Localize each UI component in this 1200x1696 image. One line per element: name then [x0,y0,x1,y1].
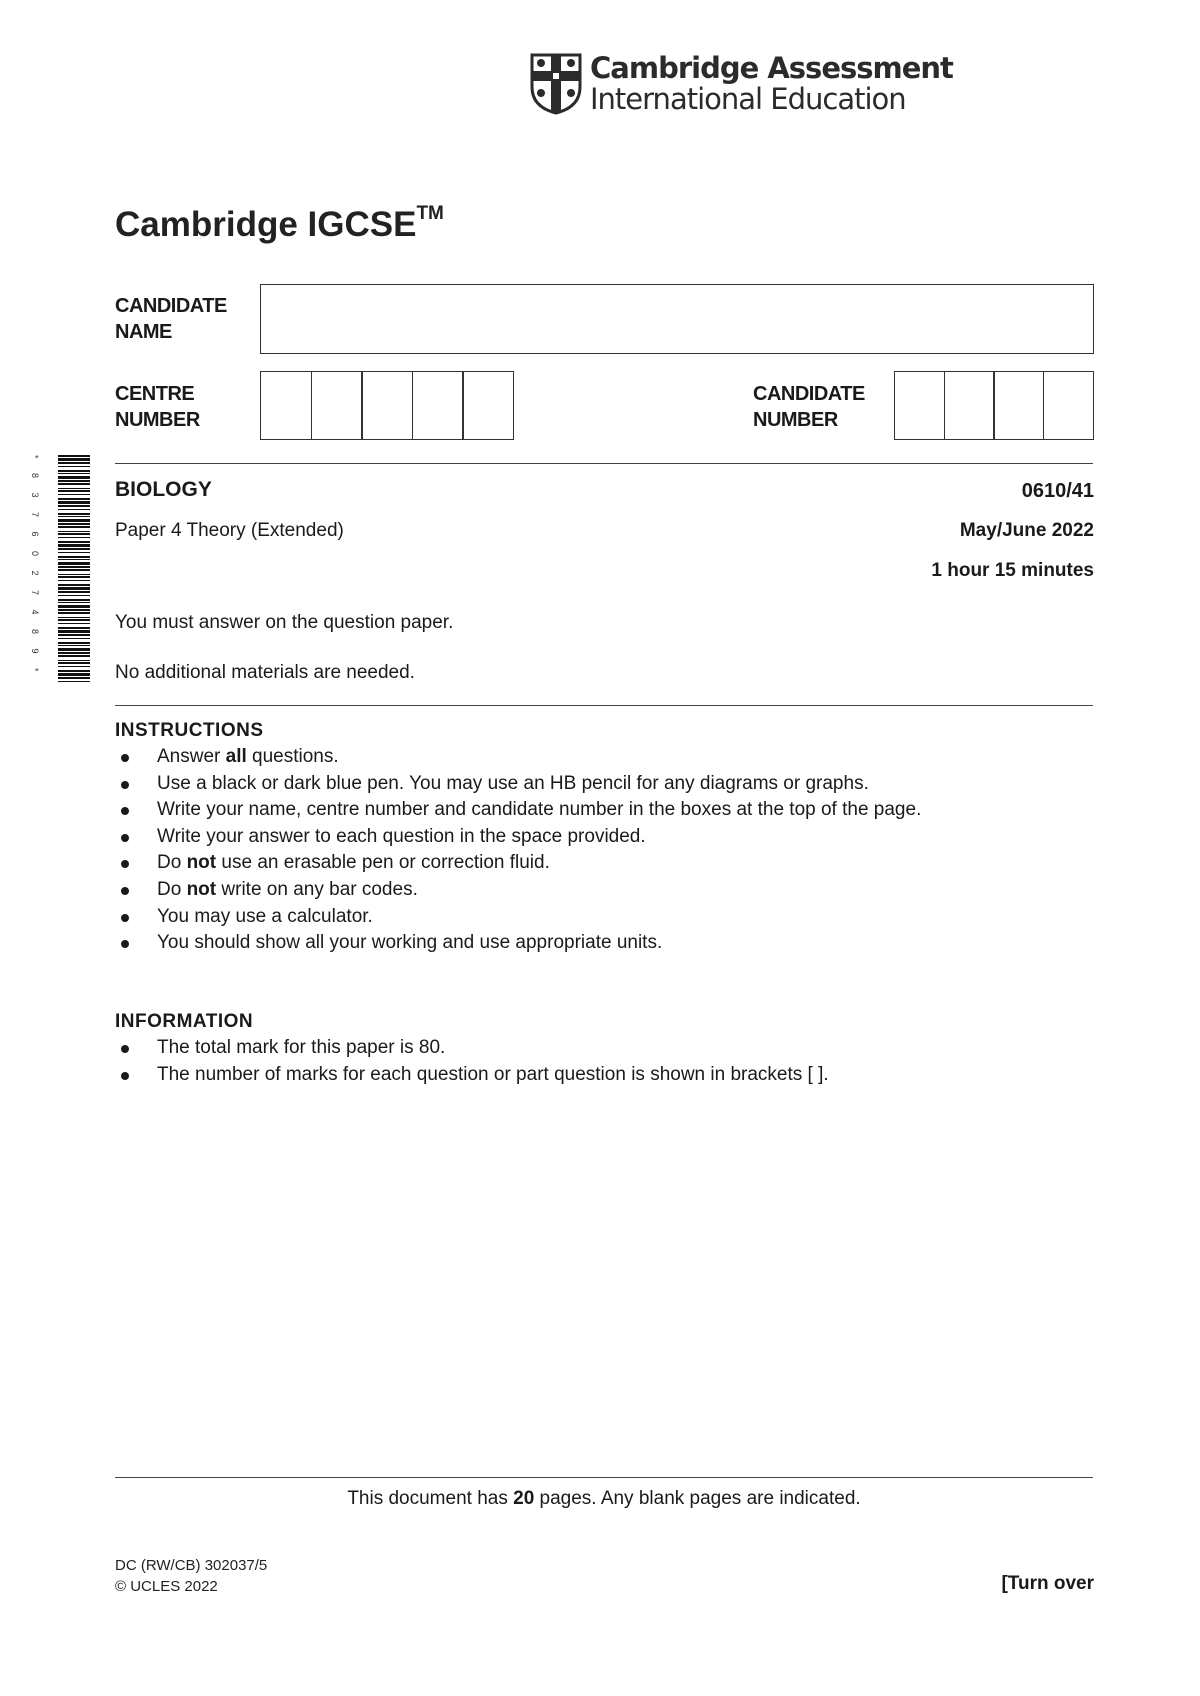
barcode-bar [58,544,90,547]
barcode-graphic [40,455,90,685]
divider [115,1477,1093,1478]
barcode-bar [58,670,90,672]
qualification-title [115,205,444,245]
information-item: The total mark for this paper is 80. [115,1035,1095,1062]
instruction-item [115,930,1095,957]
centre-number-cell[interactable] [361,371,413,440]
barcode-bar [58,533,90,535]
barcode-bar [58,602,90,603]
candidate-number-cell[interactable] [993,371,1044,440]
barcode-bar [58,662,90,664]
centre-number-cell[interactable] [412,371,464,440]
barcode-bar [58,681,90,682]
barcode-bar [58,638,90,639]
university-crest-icon [530,53,582,115]
copyright: © UCLES 2022 [115,1578,218,1595]
logo-line-2: International Education [590,82,906,116]
qualification-name: Cambridge IGCSE [115,205,417,244]
barcode-bar [58,483,90,485]
barcode-bar [58,562,90,565]
centre-number-boxes[interactable] [260,371,514,440]
barcode-bar [58,548,90,550]
barcode-bar [58,595,90,596]
barcode-bar [58,605,90,608]
centre-number-label-line1: CENTRE [115,383,195,405]
barcode-bar [58,642,90,644]
instruction-text: Write your answer to each question in the space provided. [157,825,646,847]
barcode-bar [58,501,90,504]
instruction-text: Use a black or dark blue pen. You may use an HB pencil for any diagrams or graphs. [157,772,869,794]
instruction-text: You should show all your working and use appropriate units. [157,932,663,954]
page-count-post: pages. Any blank pages are indicated. [534,1488,861,1509]
barcode-bar [58,612,90,614]
trademark-mark: TM [416,203,444,225]
page-count-pre: This document has [347,1488,514,1509]
barcode-bar [58,537,90,538]
instruction-item [115,797,1095,824]
barcode-bar [58,498,90,500]
barcode-bar [58,576,90,578]
barcode-bar [58,609,90,611]
barcode-bar [58,462,90,464]
instruction-item [115,824,1095,851]
divider [115,463,1093,464]
barcode-bar [58,519,90,522]
barcode-bar [58,617,90,618]
barcode-bar [58,473,90,474]
barcode-bar [58,627,90,629]
barcode-bar [58,494,90,495]
paper-title: Paper 4 Theory (Extended) [115,520,344,541]
instruction-item [115,877,1095,904]
materials-note: No additional materials are needed. [115,662,415,683]
barcode-bar [58,673,90,676]
instruction-item [115,904,1095,931]
candidate-number-label [753,381,865,433]
instructions-heading: INSTRUCTIONS [115,720,264,741]
instruction-item [115,771,1095,798]
instruction-text: write on any bar codes. [216,878,418,900]
subject-title: BIOLOGY [115,478,212,501]
centre-number-label [115,381,200,433]
turn-over: [Turn over [1001,1573,1094,1594]
barcode-bar [58,630,90,633]
barcode-bar [58,580,90,581]
candidate-number-cell[interactable] [894,371,945,440]
barcode-bar [58,541,90,543]
divider [115,705,1093,706]
candidate-number-boxes[interactable] [894,371,1094,440]
exam-session: May/June 2022 [959,520,1094,541]
barcode-bar [58,455,90,457]
barcode-bar [58,480,90,482]
barcode-bar [58,677,90,679]
barcode-bar [58,655,90,657]
barcode-bar [58,523,90,525]
information-heading: INFORMATION [115,1011,254,1032]
logo-line-1: Cambridge Assessment [590,51,953,85]
barcode-bar [58,526,90,528]
instruction-item [115,744,1095,771]
barcode-bar [58,466,90,467]
candidate-name-box[interactable] [260,284,1094,354]
candidate-number-label-line1: CANDIDATE [753,383,865,405]
barcode-bar [58,552,90,553]
barcode-bar [58,513,90,515]
barcode-bar [58,619,90,621]
barcode-bar [58,634,90,636]
candidate-number-cell[interactable] [944,371,995,440]
barcode-bar [58,458,90,461]
candidate-number-label-line2: NUMBER [753,409,838,431]
instruction-emphasis: not [186,852,217,874]
centre-number-cell[interactable] [462,371,514,440]
barcode-digits: * 8 3 7 6 0 2 7 4 8 9 * [30,455,40,678]
barcode-bar [58,488,90,489]
information-item: The number of marks for each question or part question is shown in brackets [ ]. [115,1062,1095,1089]
page-count-note [115,1488,1093,1510]
instruction-text: questions. [246,746,339,767]
barcode-bar [58,556,90,558]
information-list [115,1035,1095,1088]
candidate-name-label [115,293,227,345]
instruction-text: Write your name, centre number and candidate number in the boxes at the top of the page. [157,799,922,821]
cambridge-assessment-logo [530,52,953,116]
answer-note: You must answer on the question paper. [115,612,454,633]
instructions-list [115,744,1095,957]
instruction-text: Do [157,852,187,874]
barcode-bar [58,476,90,479]
centre-number-cell[interactable] [311,371,363,440]
barcode-bar [58,587,90,590]
instruction-text: Do [157,878,187,900]
barcode-bar [58,623,90,624]
barcode-bar [58,516,90,517]
instruction-text: You may use a calculator. [157,905,373,927]
barcode [40,455,90,685]
instruction-text: use an erasable pen or correction fluid. [216,852,550,874]
barcode-bar [58,470,90,472]
candidate-name-label-line2: NAME [115,321,172,343]
barcode-bar [58,645,90,646]
centre-number-cell[interactable] [260,371,312,440]
barcode-bar [58,648,90,651]
barcode-bar [58,584,90,586]
barcode-bar [58,559,90,560]
candidate-number-cell[interactable] [1043,371,1094,440]
barcode-bar [58,566,90,568]
centre-number-label-line2: NUMBER [115,409,200,431]
barcode-bar [58,660,90,661]
page-count-number: 20 [513,1488,535,1509]
barcode-bar [58,574,90,575]
barcode-bar [58,666,90,667]
barcode-bar [58,509,90,510]
barcode-bar [58,591,90,593]
barcode-bar [58,531,90,532]
barcode-bar [58,652,90,654]
instruction-text: Answer [157,746,226,767]
exam-duration: 1 hour 15 minutes [931,560,1094,581]
instruction-emphasis: all [225,746,247,767]
paper-code: 0610/41 [1021,480,1094,502]
barcode-bar [58,599,90,601]
barcode-bar [58,505,90,507]
instruction-item [115,850,1095,877]
barcode-bar [58,490,90,492]
barcode-bar [58,569,90,571]
document-reference: DC (RW/CB) 302037/5 [115,1557,268,1574]
candidate-name-label-line1: CANDIDATE [115,295,227,317]
instruction-emphasis: not [186,878,217,900]
